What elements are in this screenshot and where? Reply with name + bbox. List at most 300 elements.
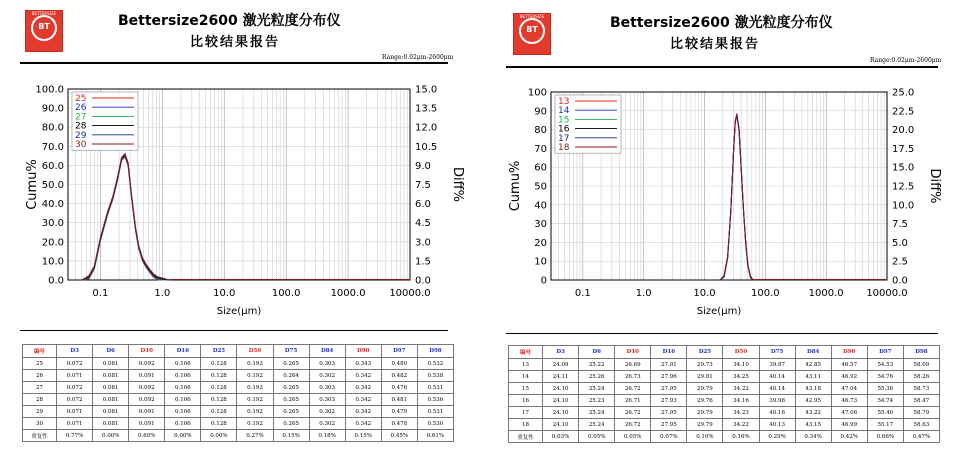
- table-cell: 27.96: [651, 371, 687, 383]
- table-cell: 0.106: [165, 370, 201, 382]
- table-cell: 0.081: [93, 358, 129, 370]
- legend-entry: 27: [75, 112, 87, 123]
- x-tick-label: 10.0: [693, 288, 716, 299]
- y-tick-label: 30.0: [41, 218, 64, 230]
- table-row: [509, 419, 940, 431]
- table-cell: 40.13: [759, 419, 795, 431]
- y2-tick-label: 1.5: [415, 256, 431, 268]
- table-cell: 24.11: [543, 371, 579, 383]
- report-title: Bettersize2600 激光粒度分布仪: [118, 13, 341, 29]
- table-row: [23, 382, 454, 394]
- y2-tick-label: 5.0: [892, 237, 908, 249]
- table-cell: 0.29%: [759, 431, 795, 443]
- table-cell: 55.40: [867, 407, 903, 419]
- y-tick-label: 50.0: [41, 180, 64, 191]
- y2-tick-label: 17.5: [892, 143, 915, 155]
- table-cell: 0.128: [201, 394, 237, 406]
- table-row: [23, 430, 454, 442]
- range-label: Range:0.02μm-2600μm: [382, 54, 454, 61]
- row-label: 18: [509, 419, 543, 431]
- table-cell: 25.24: [579, 407, 615, 419]
- row-label: 26: [23, 370, 57, 382]
- legend-entry: 26: [75, 103, 87, 114]
- y-tick-label: 50: [534, 181, 547, 193]
- table-cell: 0.192: [237, 418, 273, 430]
- column-header: D6: [579, 346, 615, 359]
- legend-entry: 18: [558, 143, 570, 153]
- bettersize-logo: BETTERSIZE BT: [25, 10, 63, 52]
- table-cell: 0.66%: [867, 431, 903, 443]
- column-header: D75: [273, 345, 309, 358]
- table-cell: 0.091: [129, 406, 165, 418]
- column-header: D84: [309, 345, 345, 358]
- table-row: [509, 395, 940, 407]
- table-cell: 0.61%: [417, 430, 453, 442]
- row-label: 16: [509, 395, 543, 407]
- table-cell: 0.193: [237, 382, 273, 394]
- table-cell: 55.17: [867, 419, 903, 431]
- table-cell: 0.071: [57, 406, 93, 418]
- x-tick-label: 1000.0: [330, 288, 366, 299]
- table-cell: 24.10: [543, 407, 579, 419]
- table-cell: 24.09: [543, 359, 579, 371]
- table-cell: 0.531: [417, 406, 453, 418]
- y2-tick-label: 10.5: [415, 141, 438, 153]
- legend-entry: 29: [75, 130, 87, 141]
- table-cell: 43.15: [795, 419, 831, 431]
- table-cell: 0.128: [201, 370, 237, 382]
- table-cell: 0.15%: [273, 430, 309, 442]
- table-cell: 0.192: [237, 394, 273, 406]
- table-cell: 0.302: [309, 418, 345, 430]
- table-cell: 0.106: [165, 358, 201, 370]
- column-header: D50: [237, 345, 273, 358]
- table-cell: 0.538: [417, 370, 453, 382]
- x-tick-label: 1000.0: [808, 288, 844, 299]
- table-cell: 0.03%: [543, 431, 579, 443]
- table-cell: 58.63: [903, 419, 939, 431]
- table-cell: 0.072: [57, 382, 93, 394]
- table-cell: 0.092: [129, 382, 165, 394]
- table-cell: 55.36: [867, 383, 903, 395]
- table-cell: 0.128: [201, 382, 237, 394]
- y-tick-label: 80: [534, 125, 547, 137]
- y-tick-label: 100: [527, 87, 547, 99]
- table-row: [509, 407, 940, 419]
- column-header: D97: [381, 345, 417, 358]
- table-cell: 58.79: [903, 407, 939, 419]
- x-axis-label: Size(μm): [216, 306, 262, 317]
- table-cell: 29.79: [687, 407, 723, 419]
- y2-tick-label: 15.0: [415, 84, 438, 96]
- row-label: 14: [509, 371, 543, 383]
- y-tick-label: 60.0: [41, 160, 64, 172]
- table-header-row: [23, 345, 454, 358]
- x-tick-label: 10.0: [213, 288, 236, 299]
- table-cell: 46.73: [831, 395, 867, 407]
- table-cell: 0.081: [93, 394, 129, 406]
- x-tick-label: 0.1: [92, 288, 109, 299]
- table-cell: 0.536: [417, 394, 453, 406]
- table-cell: 54.74: [867, 395, 903, 407]
- y-tick-label: 60: [534, 162, 547, 174]
- table-cell: 34.16: [723, 395, 759, 407]
- legend-entry: 14: [558, 106, 570, 117]
- table-row: [23, 418, 454, 430]
- table-cell: 0.342: [345, 382, 381, 394]
- table-cell: 58.47: [903, 395, 939, 407]
- table-row: [509, 383, 940, 395]
- table-cell: 0.265: [273, 382, 309, 394]
- table-cell: 47.06: [831, 407, 867, 419]
- report-title: Bettersize2600 激光粒度分布仪: [610, 15, 833, 31]
- x-tick-label: 1.0: [154, 288, 171, 299]
- x-tick-label: 100.0: [271, 288, 301, 299]
- y-tick-label: 0: [540, 275, 547, 287]
- diff-series-line-18: [720, 114, 753, 280]
- table-cell: 0.18%: [309, 430, 345, 442]
- diff-series-line-13: [720, 116, 753, 281]
- report-subtitle: 比较结果报告: [190, 35, 281, 50]
- bettersize-logo: BETTERSIZE BT: [513, 13, 551, 55]
- y-tick-label: 100.0: [35, 84, 64, 96]
- y-tick-label: 40: [534, 200, 547, 212]
- table-cell: 0.302: [309, 406, 345, 418]
- table-cell: 34.23: [723, 407, 759, 419]
- table-cell: 25.22: [579, 359, 615, 371]
- diff-series-line-14: [720, 115, 753, 280]
- legend-entry: 28: [75, 121, 87, 132]
- row-label: 15: [509, 383, 543, 395]
- y2-tick-label: 12.5: [892, 181, 915, 193]
- y-tick-label: 10: [534, 256, 547, 268]
- table-cell: 0.265: [273, 394, 309, 406]
- y2-axis-label: Diff%: [927, 168, 942, 204]
- row-label: 25: [23, 358, 57, 370]
- table-row: [509, 359, 940, 371]
- table-cell: 0.081: [93, 418, 129, 430]
- y2-tick-label: 20.0: [892, 125, 915, 137]
- table-cell: 0.342: [345, 418, 381, 430]
- y2-tick-label: 10.0: [892, 200, 915, 212]
- column-header: D90: [831, 346, 867, 359]
- left-results-table: [22, 344, 454, 442]
- table-cell: 0.092: [129, 358, 165, 370]
- x-tick-label: 0.1: [574, 288, 591, 299]
- row-label: 27: [23, 382, 57, 394]
- table-cell: 0.303: [309, 382, 345, 394]
- table-cell: 0.27%: [237, 430, 273, 442]
- row-label: 13: [509, 359, 543, 371]
- column-header: D50: [723, 346, 759, 359]
- table-cell: 58.73: [903, 383, 939, 395]
- row-label: 30: [23, 418, 57, 430]
- table-cell: 0.128: [201, 418, 237, 430]
- table-cell: 29.81: [687, 371, 723, 383]
- table-cell: 0.081: [93, 382, 129, 394]
- y-tick-label: 10.0: [41, 256, 64, 268]
- column-header: D97: [867, 346, 903, 359]
- table-row: [23, 394, 454, 406]
- table-cell: 0.265: [273, 406, 309, 418]
- table-cell: 0.480: [381, 358, 417, 370]
- y2-tick-label: 13.5: [415, 103, 438, 115]
- table-cell: 47.04: [831, 383, 867, 395]
- y-tick-label: 40.0: [41, 199, 64, 211]
- table-cell: 27.95: [651, 407, 687, 419]
- table-cell: 29.73: [687, 359, 723, 371]
- table-cell: 0.264: [273, 370, 309, 382]
- range-label: Range:0.02μm-2600μm: [870, 57, 942, 64]
- table-cell: 0.05%: [615, 431, 651, 443]
- right-report-panel: [486, 0, 953, 460]
- right-results-table: [508, 345, 940, 443]
- column-header: D10: [615, 346, 651, 359]
- table-cell: 43.18: [795, 383, 831, 395]
- legend-entry: 13: [558, 97, 570, 107]
- table-cell: 0.106: [165, 382, 201, 394]
- table-cell: 0.476: [381, 382, 417, 394]
- table-cell: 46.57: [831, 359, 867, 371]
- table-cell: 26.69: [615, 359, 651, 371]
- table-cell: 0.106: [165, 418, 201, 430]
- table-cell: 0.482: [381, 370, 417, 382]
- table-cell: 34.25: [723, 371, 759, 383]
- table-cell: 34.22: [723, 419, 759, 431]
- table-cell: 24.10: [543, 395, 579, 407]
- table-cell: 0.071: [57, 370, 93, 382]
- table-cell: 26.72: [615, 419, 651, 431]
- chart-bottom-rule: [20, 330, 448, 331]
- table-cell: 40.14: [759, 383, 795, 395]
- table-row: [23, 370, 454, 382]
- table-cell: 0.072: [57, 394, 93, 406]
- table-cell: 0.532: [417, 358, 453, 370]
- table-cell: 27.93: [651, 395, 687, 407]
- y2-tick-label: 9.0: [415, 160, 431, 172]
- y2-tick-label: 7.5: [892, 219, 908, 231]
- x-tick-label: 10000.0: [866, 288, 908, 299]
- row-label: 重复性: [23, 430, 57, 442]
- table-cell: 0.531: [417, 382, 453, 394]
- column-header: D75: [759, 346, 795, 359]
- table-cell: 0.16%: [723, 431, 759, 443]
- column-header: D98: [903, 346, 939, 359]
- column-header: D25: [687, 346, 723, 359]
- table-cell: 0.091: [129, 418, 165, 430]
- table-cell: 24.10: [543, 383, 579, 395]
- table-cell: 0.106: [165, 406, 201, 418]
- column-header: 编号: [23, 345, 57, 358]
- table-cell: 34.22: [723, 383, 759, 395]
- table-cell: 43.22: [795, 407, 831, 419]
- x-tick-label: 100.0: [751, 288, 780, 299]
- legend-entry: 30: [75, 140, 87, 150]
- column-header: D3: [57, 345, 93, 358]
- column-header: D98: [417, 345, 453, 358]
- table-cell: 0.343: [345, 358, 381, 370]
- legend-entry: 15: [558, 115, 570, 126]
- y-tick-label: 70: [534, 143, 547, 155]
- column-header: D10: [129, 345, 165, 358]
- row-label: 28: [23, 394, 57, 406]
- table-cell: 39.87: [759, 359, 795, 371]
- chart-bottom-rule: [506, 333, 938, 334]
- legend-entry: 25: [75, 94, 87, 104]
- table-cell: 0.05%: [579, 431, 615, 443]
- table-row: [23, 358, 454, 370]
- table-cell: 27.91: [651, 359, 687, 371]
- table-cell: 0.303: [309, 358, 345, 370]
- table-cell: 39.98: [759, 395, 795, 407]
- table-cell: 29.79: [687, 383, 723, 395]
- table-cell: 0.092: [129, 394, 165, 406]
- column-header: D6: [93, 345, 129, 358]
- x-tick-label: 1.0: [635, 288, 652, 299]
- table-cell: 0.481: [381, 394, 417, 406]
- diff-series-line-15: [720, 115, 753, 280]
- legend-entry: 17: [558, 133, 570, 144]
- y2-tick-label: 2.5: [892, 256, 908, 268]
- table-cell: 54.53: [867, 359, 903, 371]
- table-cell: 0.342: [345, 406, 381, 418]
- table-cell: 0.128: [201, 406, 237, 418]
- table-cell: 0.072: [57, 358, 93, 370]
- table-cell: 26.72: [615, 407, 651, 419]
- table-cell: 0.081: [93, 406, 129, 418]
- table-cell: 54.76: [867, 371, 903, 383]
- report-subtitle: 比较结果报告: [670, 37, 761, 52]
- table-cell: 0.342: [345, 370, 381, 382]
- y2-tick-label: 6.0: [415, 199, 431, 211]
- header-rule: [20, 62, 448, 64]
- table-cell: 25.23: [579, 395, 615, 407]
- y2-tick-label: 15.0: [892, 162, 915, 174]
- x-axis-label: Size(μm): [696, 306, 742, 317]
- table-cell: 25.24: [579, 419, 615, 431]
- y2-tick-label: 4.5: [415, 218, 431, 230]
- table-cell: 24.10: [543, 419, 579, 431]
- row-label: 17: [509, 407, 543, 419]
- left-distribution-chart: [0, 66, 470, 328]
- table-cell: 29.76: [687, 395, 723, 407]
- column-header: 编号: [509, 346, 543, 359]
- table-cell: 0.15%: [345, 430, 381, 442]
- table-cell: 0.60%: [129, 430, 165, 442]
- x-tick-label: 10000.0: [389, 288, 431, 299]
- column-header: D90: [345, 345, 381, 358]
- table-cell: 0.478: [381, 418, 417, 430]
- table-cell: 27.95: [651, 383, 687, 395]
- table-cell: 0.192: [237, 406, 273, 418]
- table-cell: 0.34%: [795, 431, 831, 443]
- column-header: D16: [165, 345, 201, 358]
- row-label: 29: [23, 406, 57, 418]
- table-cell: 0.091: [129, 370, 165, 382]
- table-cell: 0.303: [309, 394, 345, 406]
- table-cell: 0.302: [309, 370, 345, 382]
- table-cell: 0.530: [417, 418, 453, 430]
- table-cell: 42.85: [795, 359, 831, 371]
- table-cell: 46.92: [831, 371, 867, 383]
- y-tick-label: 90: [534, 106, 547, 118]
- table-cell: 26.73: [615, 371, 651, 383]
- y2-tick-label: 0.0: [415, 275, 431, 287]
- table-cell: 0.07%: [651, 431, 687, 443]
- y-tick-label: 30: [534, 219, 547, 231]
- table-cell: 0.00%: [93, 430, 129, 442]
- y2-tick-label: 0.0: [892, 275, 908, 287]
- table-cell: 0.00%: [165, 430, 201, 442]
- table-cell: 42.95: [795, 395, 831, 407]
- table-cell: 46.99: [831, 419, 867, 431]
- y-tick-label: 0.0: [48, 275, 64, 287]
- table-row: [23, 406, 454, 418]
- table-header-row: [509, 346, 940, 359]
- table-cell: 0.45%: [381, 430, 417, 442]
- y-tick-label: 80.0: [41, 122, 64, 134]
- table-cell: 0.00%: [201, 430, 237, 442]
- y2-tick-label: 12.0: [415, 122, 438, 134]
- y-tick-label: 20: [534, 237, 547, 249]
- left-report-panel: [0, 0, 470, 460]
- column-header: D16: [651, 346, 687, 359]
- table-cell: 58.09: [903, 359, 939, 371]
- table-cell: 58.26: [903, 371, 939, 383]
- table-cell: 26.72: [615, 383, 651, 395]
- y-tick-label: 20.0: [41, 237, 64, 249]
- table-cell: 0.192: [237, 370, 273, 382]
- table-cell: 27.95: [651, 419, 687, 431]
- table-cell: 0.479: [381, 406, 417, 418]
- y2-tick-label: 3.0: [415, 237, 431, 249]
- table-cell: 0.265: [273, 358, 309, 370]
- table-cell: 0.071: [57, 418, 93, 430]
- table-cell: 0.77%: [57, 430, 93, 442]
- y-tick-label: 90.0: [41, 103, 64, 115]
- table-row: [509, 371, 940, 383]
- column-header: D3: [543, 346, 579, 359]
- y2-axis-label: Diff%: [450, 167, 465, 202]
- table-cell: 0.10%: [687, 431, 723, 443]
- table-cell: 34.10: [723, 359, 759, 371]
- diff-series-line-16: [720, 114, 753, 280]
- table-cell: 43.11: [795, 371, 831, 383]
- table-cell: 0.342: [345, 394, 381, 406]
- table-cell: 0.193: [237, 358, 273, 370]
- table-cell: 0.128: [201, 358, 237, 370]
- y-tick-label: 70.0: [41, 141, 64, 153]
- y-axis-label: Cumu%: [25, 159, 40, 210]
- table-cell: 26.71: [615, 395, 651, 407]
- diff-series-line-17: [720, 114, 753, 280]
- y2-tick-label: 25.0: [892, 87, 915, 99]
- table-cell: 29.79: [687, 419, 723, 431]
- right-distribution-chart: [486, 66, 953, 328]
- column-header: D25: [201, 345, 237, 358]
- table-cell: 40.14: [759, 371, 795, 383]
- table-cell: 0.42%: [831, 431, 867, 443]
- table-cell: 0.081: [93, 370, 129, 382]
- table-cell: 0.265: [273, 418, 309, 430]
- table-cell: 0.47%: [903, 431, 939, 443]
- table-cell: 25.26: [579, 371, 615, 383]
- legend-entry: 16: [558, 124, 570, 135]
- row-label: 重复性: [509, 431, 543, 443]
- y2-tick-label: 22.5: [892, 106, 915, 118]
- y2-tick-label: 7.5: [415, 180, 431, 191]
- y-axis-label: Cumu%: [508, 160, 523, 212]
